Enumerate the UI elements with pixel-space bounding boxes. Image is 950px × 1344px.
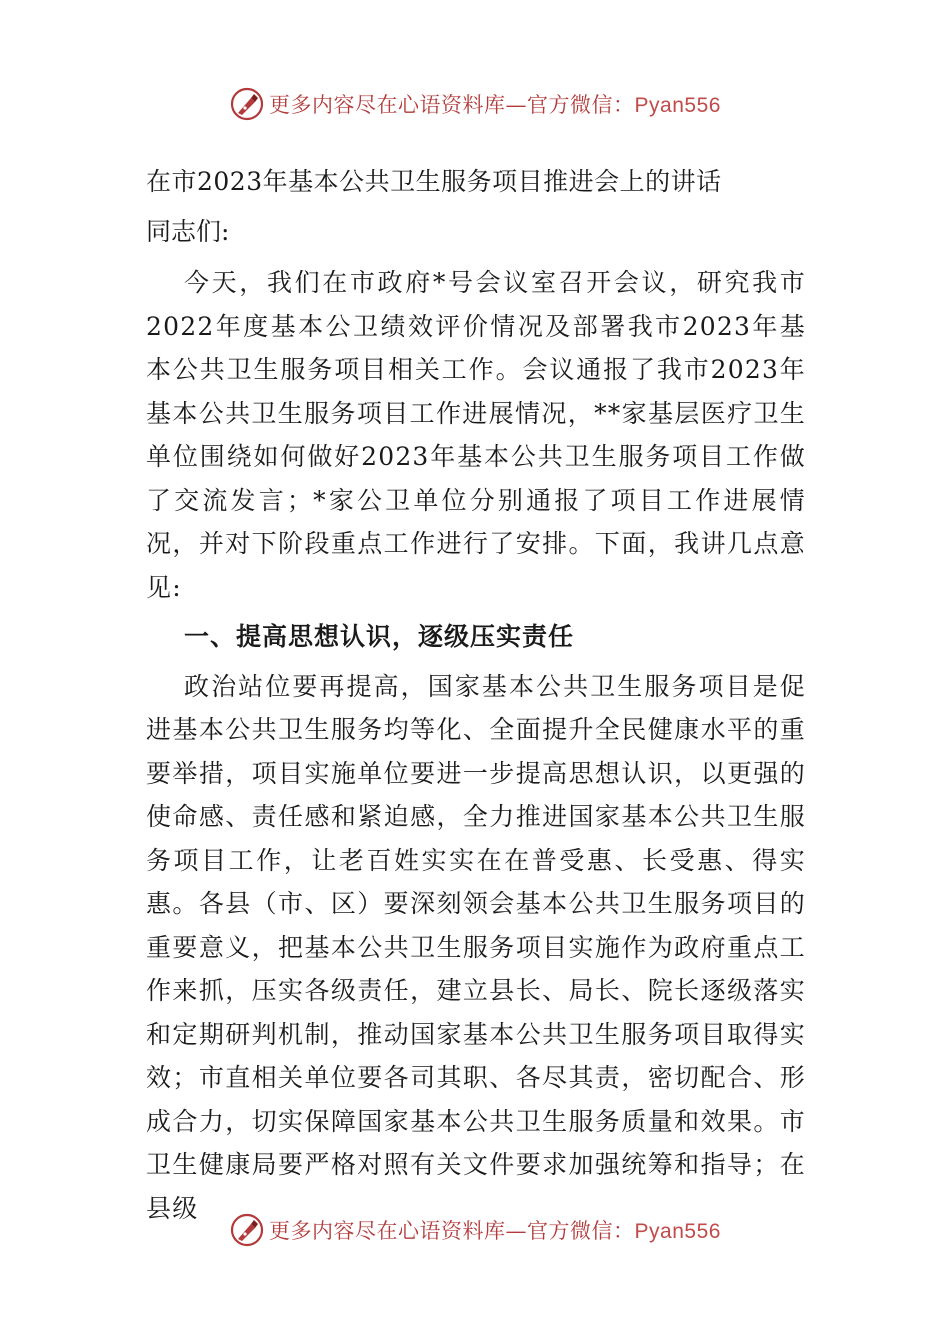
watermark-wechat-id: Pyan556 bbox=[634, 1220, 721, 1243]
watermark-text bbox=[269, 1215, 721, 1245]
watermark-banner-top bbox=[0, 84, 950, 124]
watermark-wechat-id: Pyan556 bbox=[634, 94, 721, 117]
watermark-text bbox=[269, 89, 721, 119]
section-heading-1: 一、提高思想认识，逐级压实责任 bbox=[184, 622, 575, 651]
watermark-banner-bottom bbox=[0, 1210, 950, 1250]
intro-paragraph: 今天，我们在市政府*号会议室召开会议，研究我市2022年度基本公卫绩效评价情况及部署我市2023年基本公共卫生服务项目相关工作。会议通报了我市2023年基本公共卫生服务项目工作进展情况，**家基层医疗卫生单位围绕如何做好2023年基本公共卫生服务项目工作做了交流发言；*家公卫单位分别通报了项目工作进展情况，并对下阶段重点工作进行了安排。下面，我讲几点意见: bbox=[146, 268, 806, 602]
section-paragraph-1: 政治站位要再提高，国家基本公共卫生服务项目是促进基本公共卫生服务均等化、全面提升全民健康水平的重要举措，项目实施单位要进一步提高思想认识，以更强的使命感、责任感和紧迫感，全力推进国家基本公共卫生服务项目工作，让老百姓实实在在普受惠、长受惠、得实惠。各县（市、区）要深刻领会基本公共卫生服务项目的重要意义，把基本公共卫生服务项目实施作为政府重点工作来抓，压实各级责任，建立县长、局长、院长逐级落实和定期研判机制，推动国家基本公共卫生服务项目取得实效；市直相关单位要各司其职、各尽其责，密切配合、形成合力，切实保障国家基本公共卫生服务质量和效果。市卫生健康局要严格对照有关文件要求加强统筹和指导；在县级 bbox=[146, 671, 806, 1223]
pen-nib-logo-icon bbox=[229, 86, 265, 122]
pen-nib-logo-icon bbox=[229, 1212, 265, 1248]
watermark-slogan: 更多内容尽在心语资料库—官方微信： bbox=[269, 1219, 635, 1243]
greeting: 同志们: bbox=[146, 216, 230, 246]
watermark-slogan: 更多内容尽在心语资料库—官方微信： bbox=[269, 93, 635, 117]
document-body bbox=[146, 160, 806, 1230]
document-title: 在市2023年基本公共卫生服务项目推进会上的讲话 bbox=[146, 167, 722, 196]
